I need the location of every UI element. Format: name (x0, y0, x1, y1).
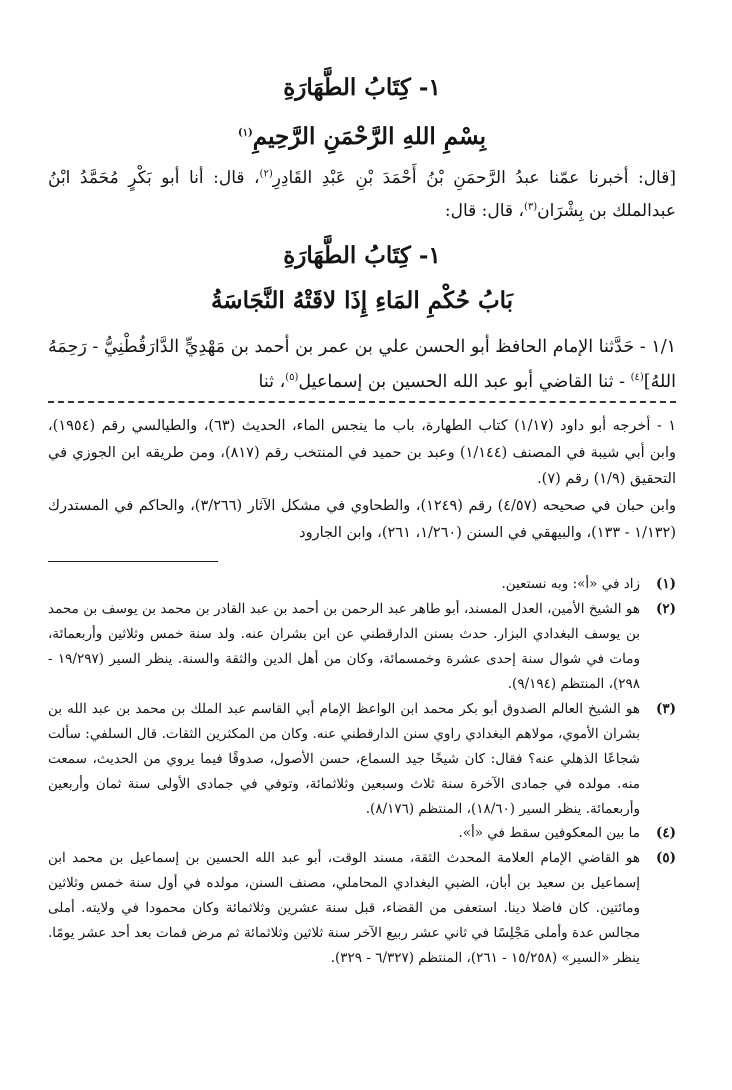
dashed-separator (48, 401, 676, 403)
takhrij-section (48, 413, 676, 547)
footnote (48, 697, 676, 822)
hadith-text (48, 330, 676, 398)
basmala-text: بِسْمِ اللهِ الرَّحْمَنِ الرَّحِيمِ (252, 123, 487, 151)
isnad-intro (48, 162, 676, 228)
footnote-text: ما بين المعكوفين سقط في «أ». (458, 825, 640, 842)
footnote-number: (٤) (655, 825, 676, 842)
chapter-heading-repeat: ١- كِتَابُ الطَّهَارَةِ (283, 242, 441, 270)
footnote (48, 597, 676, 697)
intro-text: ، قال: قال: (444, 201, 524, 222)
footnote-text: هو الشيخ العالم الصدوق أبو بكر محمد ابن الواعظ الإمام أبي القاسم عبد الملك بن محمد بن عبد الله بن بشران الأموي، مولاهم البغدادي راوي سنن الدارقطني عنه. وكان من المكثرين الثقات. قال السلفي: سألت شجاعًا الذهلي عنه؟ فقال: كان شيخًا جيد السماع، حسن الأصول، صدوقًا فيما يروي من الحديث، سمعت منه. مولده في جمادى الآخرة سنة ثلاث وسبعين وثلاثمائة، وتوفي في جمادى الأولى سنة ثمان وأربعين وأربعمائة. ينظر السير (١٨/٦٠)، المنتظم (٨/١٧٦). (48, 700, 640, 817)
footnote-text: زاد في «أ»: وبه نستعين. (501, 575, 640, 592)
footnote-text: هو القاضي الإمام العلامة المحدث الثقة، مسند الوقت، أبو عبد الله الحسين بن إسماعيل بن محمد ابن إسماعيل بن سعيد بن أبان، الضبي البغدادي المحاملي، مصنف السنن، مولده في أول سنة خمس وثلاثين ومائتين. كان فاضلا دينا. استعفى من القضاء، قبل سنة عشرين وثلاثمائة وكان محمودا في ولايته. أملى مجالس عدة وأملى مَجْلِسًا في ثاني عشر ربيع الآخر سنة ثلاثين وثلاثمائة ثم مرض فمات بعد أحد عشر يومًا. ينظر «السير» (١٥/٢٥٨ - ٢٦١)، المنتظم (٦/٣٢٧ - ٣٢٩). (48, 850, 640, 967)
footnote-ref[interactable]: (١) (237, 127, 253, 139)
footnote-number: (٣) (655, 700, 676, 717)
intro-text: [قال: أخبرنا عمّنا عبدُ الرَّحمَنِ بْنُ أَحْمَدَ بْنِ عَبْدِ القَادِرِ (272, 168, 676, 189)
chapter-heading: ١- كِتَابُ الطَّهَارَةِ (283, 74, 441, 101)
hadith-segment: ١/١ - حَدَّثنا الإمام الحافظ أبو الحسن علي بن عمر بن أحمد بن مَهْدِيٍّ الدَّارَقُطْنِيُّ - رَحِمَهُ اللهُ] (48, 337, 676, 392)
footnote (48, 821, 676, 846)
takhrij-paragraph: ١ - أخرجه أبو داود (١/١٧) كتاب الطهارة، باب ما ينجس الماء، الحديث (٦٣)، والطيالسي رقم (١٩٥٤)، وابن أبي شيبة في المصنف (١/١٤٤) وعبد بن حميد في المنتخب رقم (٨١٧)، ومن طريقه ابن الجوزي في التحقيق (١/٩) رقم (٧). (48, 417, 676, 488)
footnote-number: (١) (655, 575, 676, 592)
footnote (48, 846, 676, 971)
footnote-number: (٢) (655, 600, 676, 617)
footnote-rule (48, 561, 218, 562)
hadith-segment: - ثنا القاضي أبو عبد الله الحسين بن إسماعيل (298, 371, 631, 392)
footnote-ref[interactable]: (٥) (285, 371, 299, 383)
footnote-list (48, 572, 676, 972)
footnote-ref[interactable]: (٣) (523, 201, 538, 213)
footnote-ref[interactable]: (٢) (259, 168, 273, 180)
footnote-ref[interactable]: (٤) (630, 371, 644, 383)
footnote (48, 572, 676, 597)
intro-text: ، قال: أنا أبو بَكْرٍ مُحَمَّدُ ابْنُ عبدالملك بن بِشْرَان (48, 168, 676, 222)
footnote-rule-wrap (48, 561, 676, 562)
footnote-number: (٥) (655, 850, 676, 867)
takhrij-paragraph: وابن حبان في صحيحه (٤/٥٧) رقم (١٢٤٩)، والطحاوي في مشكل الآثار (٣/٢٦٦)، والحاكم في المستدرك (١/١٣٢ - ١٣٣)، والبيهقي في السنن (١/٢٦٠، ٢٦١)، وابن الجارود (48, 498, 676, 541)
basmala (48, 121, 676, 152)
footnote-text: هو الشيخ الأمين، العدل المسند، أبو طاهر عبد الرحمن بن أحمد بن عبد القادر بن محمد بن يوسف بن محمد بن يوسف البغدادي البزار. حدث بسنن الدارقطني عن ابن بشران عنه. ولد سنة خمس وثلاثين وأربعمائة، ومات في شوال سنة إحدى عشرة وخمسمائة، وكان من أهل الدين والثقة والسنة. ينظر السير (١٩/٢٩٧ - ٢٩٨)، المنتظم (٩/١٩٤). (48, 600, 640, 692)
hadith-segment: ، ثنا (258, 371, 286, 392)
bab-heading: بَابُ حُكْمِ المَاءِ إِذَا لاقَتْهُ النَّجَاسَةُ (210, 287, 514, 315)
